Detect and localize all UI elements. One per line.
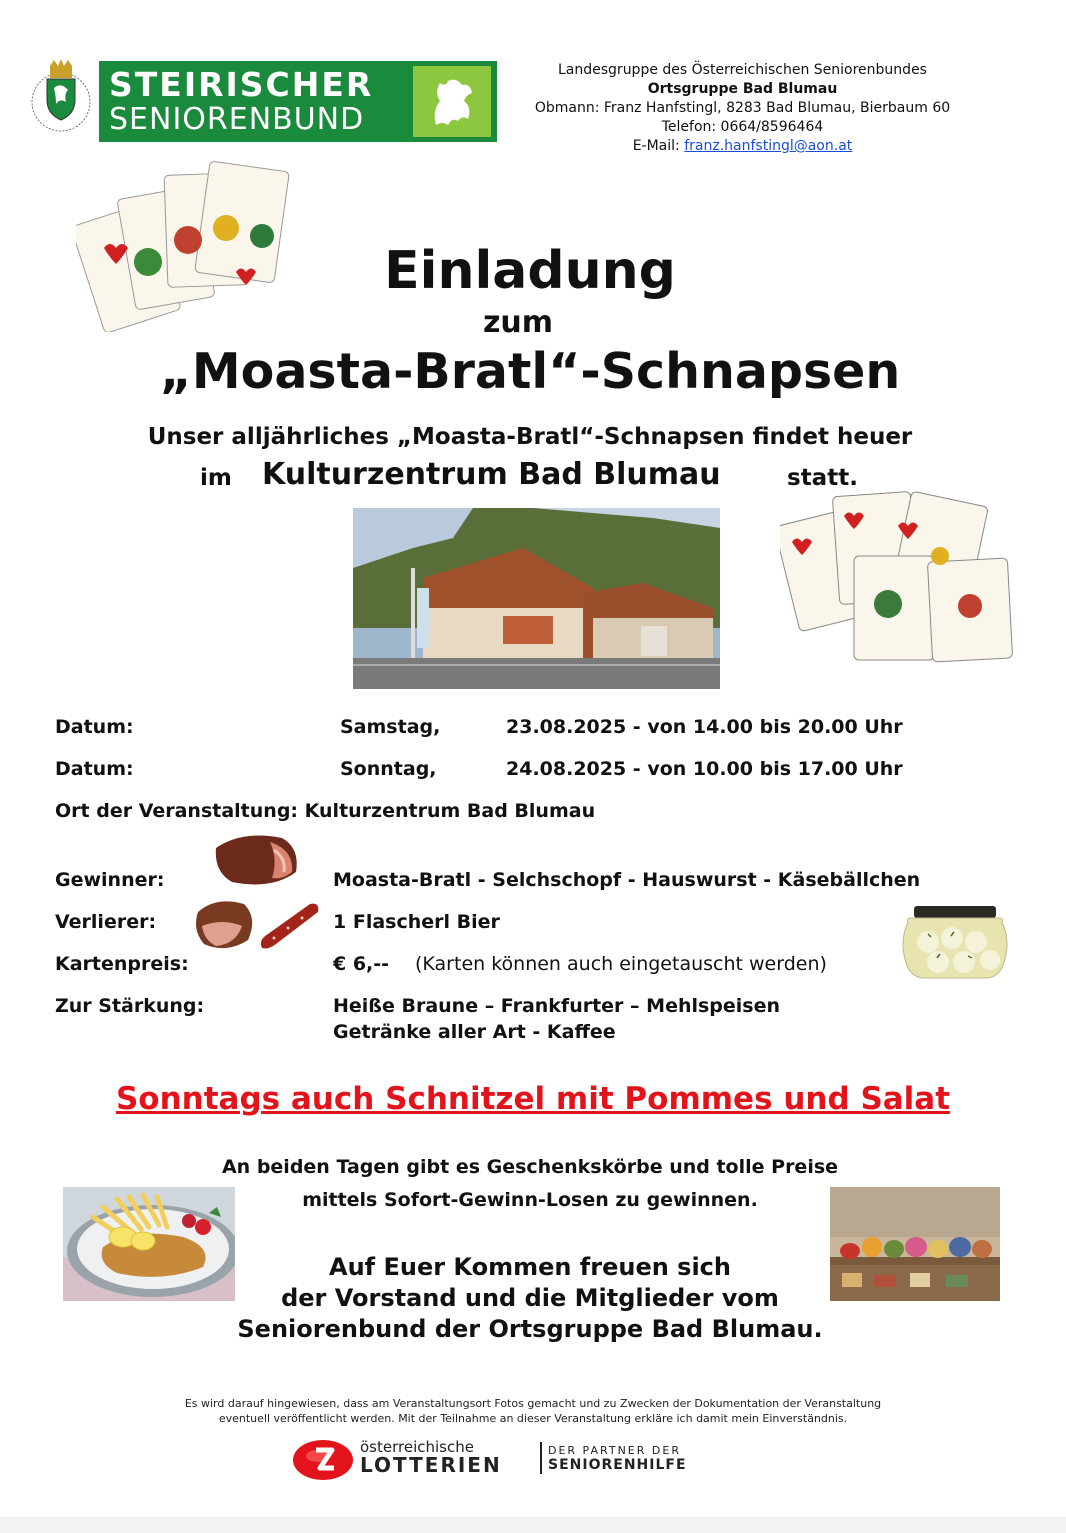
winner-label: Gewinner: bbox=[55, 869, 165, 891]
logo-line-2: SENIORENBUND bbox=[109, 101, 365, 137]
winner-value: Moasta-Bratl - Selchschopf - Hauswurst - Käsebällchen bbox=[333, 869, 921, 891]
loser-value: 1 Flascherl Bier bbox=[333, 911, 500, 933]
prizes-line-1: An beiden Tagen gibt es Geschenkskörbe und tolle Preise bbox=[221, 1156, 839, 1178]
date2-day: Sonntag, bbox=[340, 758, 437, 780]
title-einladung: Einladung bbox=[384, 241, 676, 301]
date1-day: Samstag, bbox=[340, 716, 441, 738]
intro-venue: Kulturzentrum Bad Blumau bbox=[262, 457, 721, 492]
title-event-name: „Moasta-Bratl“-Schnapsen bbox=[159, 343, 901, 400]
food-line-1: Heiße Braune – Frankfurter – Mehlspeisen bbox=[333, 995, 781, 1017]
header-info-line-4: Telefon: 0664/8596464 bbox=[661, 119, 824, 135]
date1-value: 23.08.2025 - von 14.00 bis 20.00 Uhr bbox=[506, 716, 903, 738]
food-label: Zur Stärkung: bbox=[55, 995, 205, 1017]
intro-im: im bbox=[200, 465, 232, 491]
schnitzel-highlight: Sonntags auch Schnitzel mit Pommes und Salat bbox=[115, 1081, 951, 1117]
playing-cards-image-left bbox=[76, 152, 302, 332]
email-label: E-Mail: bbox=[632, 138, 680, 154]
price-value: € 6,-- bbox=[333, 953, 390, 975]
footer-note-line-2: eventuell veröffentlicht werden. Mit der Teilnahme an dieser Veranstaltung erkläre ich damit mein Einverständnis. bbox=[218, 1412, 848, 1425]
logo-line-1: STEIRISCHER bbox=[109, 64, 374, 104]
date2-value: 24.08.2025 - von 10.00 bis 17.00 Uhr bbox=[506, 758, 903, 780]
date1-label: Datum: bbox=[55, 716, 134, 738]
intro-statt: statt. bbox=[787, 465, 858, 491]
loser-label: Verlierer: bbox=[55, 911, 157, 933]
prizes-line-2: mittels Sofort-Gewinn-Losen zu gewinnen. bbox=[302, 1189, 758, 1211]
sponsor-line-3: DER PARTNER DER bbox=[548, 1444, 681, 1457]
location-line: Ort der Veranstaltung: Kulturzentrum Bad Blumau bbox=[55, 800, 596, 822]
footer-note-line-1: Es wird darauf hingewiesen, dass am Veranstaltungsort Fotos gemacht und zu Zwecken der Dokumentation der Veranstaltung bbox=[184, 1397, 882, 1410]
sponsor-line-4: SENIORENHILFE bbox=[548, 1457, 687, 1473]
seniorenbund-logo bbox=[99, 61, 497, 142]
panther-icon bbox=[413, 66, 491, 137]
date2-label: Datum: bbox=[55, 758, 134, 780]
state-crest bbox=[30, 58, 92, 142]
closing-line-3: Seniorenbund der Ortsgruppe Bad Blumau. bbox=[237, 1315, 823, 1343]
header-contact-info bbox=[505, 61, 980, 156]
lotterien-logo bbox=[292, 1436, 742, 1482]
closing-line-1: Auf Euer Kommen freuen sich bbox=[329, 1253, 731, 1281]
sponsor-divider bbox=[540, 1442, 542, 1474]
playing-cards-image-right bbox=[780, 486, 1016, 664]
page-bottom-band bbox=[0, 1517, 1066, 1533]
closing-line-2: der Vorstand und die Mitglieder vom bbox=[281, 1284, 779, 1312]
sausage-ham-image bbox=[192, 892, 322, 958]
price-label: Kartenpreis: bbox=[55, 953, 189, 975]
food-line-2: Getränke aller Art - Kaffee bbox=[333, 1021, 616, 1043]
sponsor-line-2: LOTTERIEN bbox=[360, 1453, 502, 1477]
header-info-line-3: Obmann: Franz Hanfstingl, 8283 Bad Blumau, Bierbaum 60 bbox=[534, 100, 951, 116]
smoked-meat-image bbox=[212, 828, 302, 894]
photo-consent-note bbox=[80, 1396, 986, 1426]
intro-line-1: Unser alljährliches „Moasta-Bratl“-Schnapsen findet heuer bbox=[147, 424, 913, 450]
header-info-line-2: Ortsgruppe Bad Blumau bbox=[647, 81, 838, 97]
price-note: (Karten können auch eingetauscht werden) bbox=[415, 953, 827, 975]
header-info-line-1: Landesgruppe des Österreichischen Seniorenbundes bbox=[558, 62, 927, 78]
kulturzentrum-photo bbox=[353, 508, 720, 689]
sponsor-line-1: österreichische bbox=[360, 1438, 474, 1456]
title-zum: zum bbox=[482, 305, 554, 340]
email-link[interactable]: franz.hanfstingl@aon.at bbox=[684, 138, 853, 154]
cheese-balls-jar-image bbox=[898, 904, 1012, 980]
